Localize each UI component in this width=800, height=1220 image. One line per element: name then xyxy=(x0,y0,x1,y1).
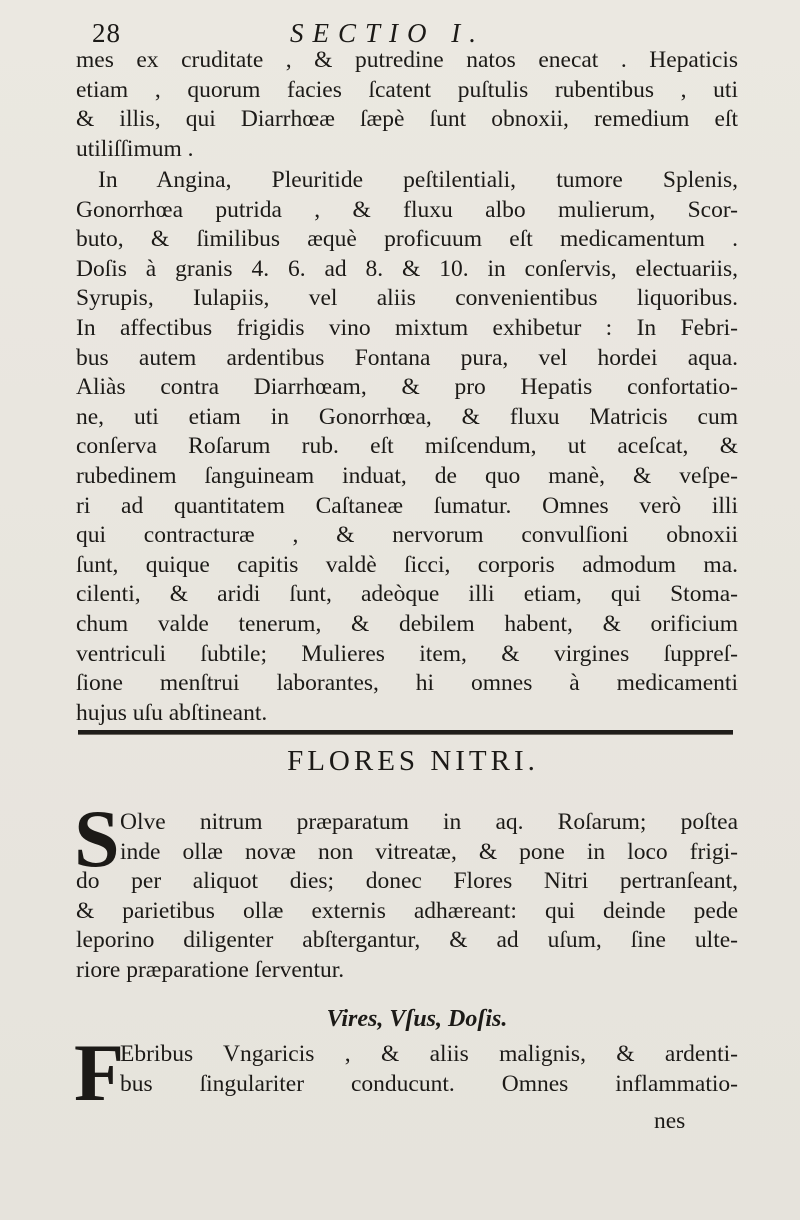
section-divider-rule xyxy=(78,730,733,735)
text-line: rubedinem ſanguineam induat, de quo manè, & veſpe- xyxy=(76,462,738,489)
text-line: buto, & ſimilibus æquè proficuum eſt medicamentum . xyxy=(76,226,738,253)
catchword: nes xyxy=(654,1108,686,1134)
text-line: riore præparatione ſerventur. xyxy=(76,956,345,983)
text-line: bus autem ardentibus Fontana pura, vel hordei aqua. xyxy=(76,344,738,371)
section-title: FLORES NITRI. xyxy=(287,745,539,777)
text-line: etiam , quorum facies ſcatent puſtulis rubentibus , uti xyxy=(76,76,738,103)
text-line: cilenti, & aridi ſunt, adeòque illi etiam, qui Stoma- xyxy=(76,581,738,608)
paragraph-continuation xyxy=(76,46,738,164)
text-line: ventriculi ſubtile; Mulieres item, & virgines ſuppreſ- xyxy=(76,640,738,667)
text-line: Doſis à granis 4. 6. ad 8. & 10. in conſervis, electuariis, xyxy=(76,255,738,282)
text-line: Syrupis, Iulapiis, vel aliis convenientibus liquoribus. xyxy=(76,285,738,312)
text-line: do per aliquot dies; donec Flores Nitri pertranſeant, xyxy=(76,868,738,895)
text-line: ſione menſtrui laborantes, hi omnes à medicamenti xyxy=(76,670,738,697)
page-number: 28 xyxy=(92,18,121,48)
text-line: & illis, qui Diarrhœæ ſæpè ſunt obnoxii, remedium eſt xyxy=(76,106,738,133)
drop-cap: F xyxy=(74,1027,125,1118)
text-line: Gonorrhœa putrida , & fluxu albo mulierum, Scor- xyxy=(76,196,738,223)
text-line: qui contracturæ , & nervorum convulſioni obnoxii xyxy=(76,522,738,549)
text-line: leporino diligenter abſtergantur, & ad uſum, ſine ulte- xyxy=(76,927,738,954)
text-line: ne, uti etiam in Gonorrhœa, & fluxu Matricis cum xyxy=(76,403,738,430)
subheading: Vires, Vſus, Doſis. xyxy=(326,1006,508,1032)
text-line: & parietibus ollæ externis adhæreant: qui deinde pede xyxy=(76,897,738,924)
text-line: hujus uſu abſtineant. xyxy=(76,699,268,726)
text-line: chum valde tenerum, & debilem habent, & orificium xyxy=(76,610,738,637)
paragraph-dosage xyxy=(76,166,738,728)
paragraph-preparation xyxy=(74,793,738,986)
text-line: ſunt, quique capitis valdè ſicci, corporis admodum ma. xyxy=(76,551,738,578)
text-line: In Angina, Pleuritide peſtilentiali, tumore Splenis, xyxy=(98,167,738,193)
text-line: inde ollæ novæ non vitreatæ, & pone in loco frigi- xyxy=(120,838,738,865)
drop-cap: S xyxy=(74,793,120,884)
text-line: Aliàs contra Diarrhœam, & pro Hepatis confortatio- xyxy=(76,374,738,401)
running-head: SECTIO I. xyxy=(290,18,485,48)
text-line: ri ad quantitatem Caſtaneæ ſumatur. Omnes verò illi xyxy=(76,492,738,519)
paragraph-uses xyxy=(76,1040,738,1099)
text-line: In affectibus frigidis vino mixtum exhibetur : In Febri- xyxy=(76,314,738,341)
text-line: utiliſſimum . xyxy=(76,135,194,162)
text-line: bus ſingulariter conducunt. Omnes inflammatio- xyxy=(120,1070,738,1097)
text-line: Olve nitrum præparatum in aq. Roſarum; poſtea xyxy=(120,809,738,835)
text-line: mes ex cruditate , & putredine natos enecat . Hepaticis xyxy=(76,47,738,73)
text-line: conſerva Roſarum rub. eſt miſcendum, ut aceſcat, & xyxy=(76,433,738,460)
text-line: Ebribus Vngaricis , & aliis malignis, & ardenti- xyxy=(120,1041,738,1067)
